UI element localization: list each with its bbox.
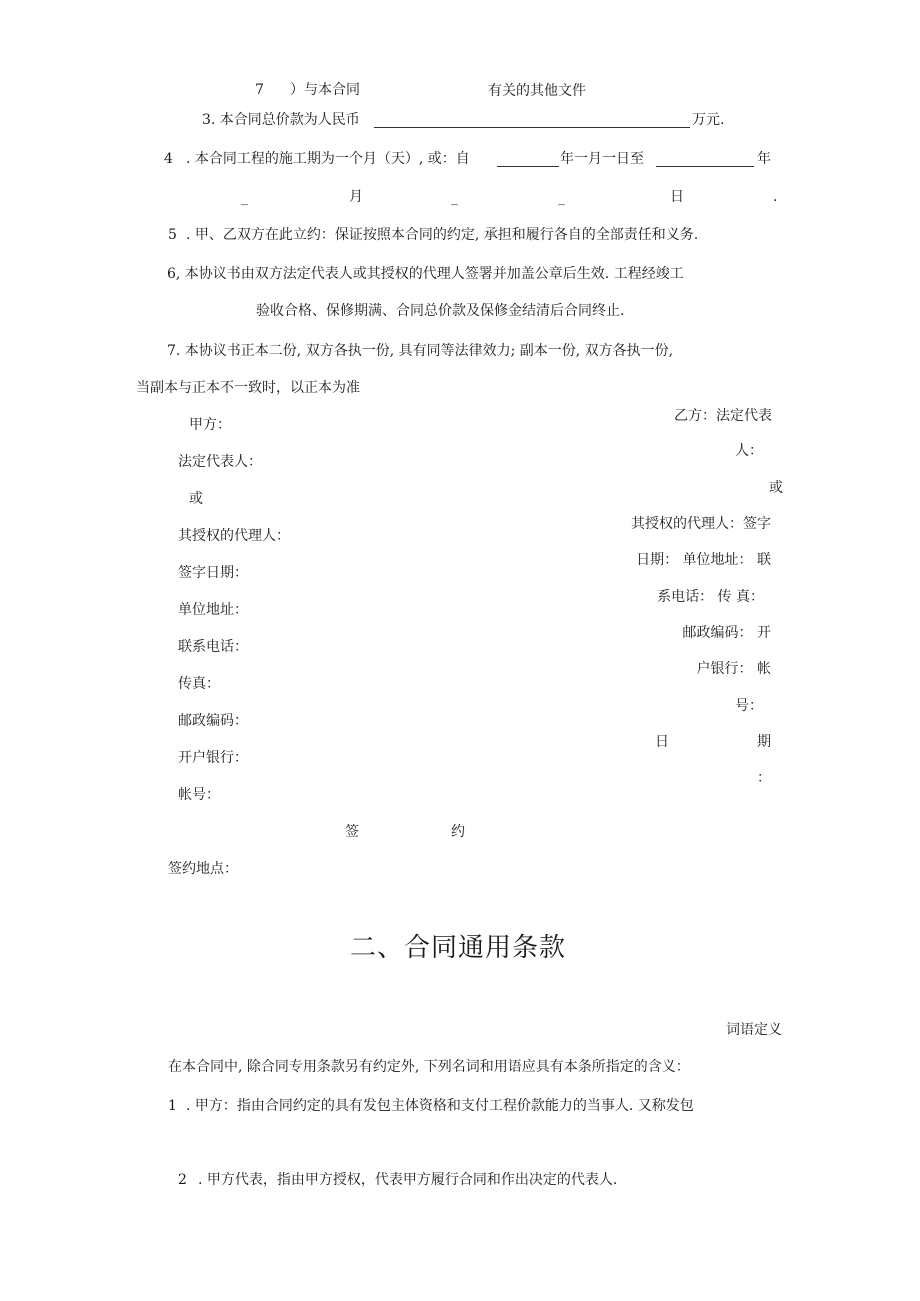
party-a-phone: 联系电话： (178, 639, 248, 655)
item5-text: . 甲、乙双方在此立约：保证按照本合同的约定, 承担和履行各自的全部责任和义务. (186, 227, 699, 243)
date-underscore: _ (558, 190, 565, 206)
party-a-legal-rep: 法定代表人： (178, 454, 262, 470)
item7b-line1: 7. 本协议书正本二份, 双方各执一份, 具有同等法律效力; 副本一份, 双方各执一份, (167, 343, 674, 359)
def2-number: 2 (178, 1172, 187, 1188)
date-underscore: _ (241, 190, 248, 206)
party-b-or: 或 (769, 480, 783, 496)
party-a-or: 或 (189, 491, 203, 507)
def1-number: 1 (168, 1098, 177, 1114)
item4-text: . 本合同工程的施工期为一个月（天）, 或：自 (186, 151, 470, 167)
party-b-line: 系电话： 传 真： (657, 589, 764, 605)
definitions-intro: 在本合同中, 除合同专用条款另有约定外, 下列名词和用语应具有本条所指定的含义： (168, 1059, 690, 1075)
party-b-line: 人： (735, 443, 763, 459)
signing-place: 签约地点： (168, 861, 238, 877)
date-day: 日 (670, 189, 684, 205)
date-month: 月 (349, 189, 363, 205)
item6-line2: 验收合格、保修期满、合同总价款及保修金结清后合同终止. (256, 303, 625, 319)
date-underscore: _ (451, 190, 458, 206)
party-b-line: 邮政编码： 开 (682, 625, 771, 641)
def2-text: . 甲方代表，指由甲方授权，代表甲方履行合同和作出决定的代表人. (198, 1172, 618, 1188)
party-b-line: 户银行： 帐 (696, 661, 771, 677)
party-b-date-char: 期 (757, 734, 771, 750)
party-b-date-char: 日 (655, 734, 669, 750)
item7b-line2: 当副本与正本不一致时，以正本为准 (136, 380, 360, 396)
party-b-colon: ： (757, 770, 771, 786)
item3-text: 3. 本合同总价款为人民币 (202, 112, 360, 128)
item3-unit: 万元. (692, 112, 725, 128)
def1-text: . 甲方：指由合同约定的具有发包主体资格和支付工程价款能力的当事人. 又称发包 (186, 1098, 694, 1114)
item7-tail: 有关的其他文件 (488, 83, 586, 99)
start-year-blank (497, 152, 559, 167)
signing-char: 签 (345, 824, 359, 840)
item4-number: 4 (164, 151, 173, 167)
item7-number: 7 (255, 82, 264, 98)
party-a-agent: 其授权的代理人： (178, 528, 290, 544)
item4-mid: 年一月一日至 (560, 151, 644, 167)
party-a-title: 甲方： (189, 417, 231, 433)
party-b-line: 乙方：法定代表 (674, 408, 772, 424)
party-b-line: 其授权的代理人：签字 (631, 516, 771, 532)
party-a-address: 单位地址： (178, 602, 248, 618)
party-a-fax: 传真： (178, 676, 220, 692)
party-a-postal: 邮政编码： (178, 713, 248, 729)
item5-number: 5 (168, 227, 177, 243)
item7-text: ）与本合同 (290, 82, 360, 98)
party-b-line: 日期： 单位地址： 联 (636, 552, 771, 568)
price-blank (374, 113, 690, 128)
date-period: . (773, 189, 778, 205)
signing-char: 约 (451, 824, 465, 840)
item6-line1: 6, 本协议书由双方法定代表人或其授权的代理人签署并加盖公章后生效. 工程经竣工 (167, 266, 684, 282)
section-title: 二、合同通用条款 (350, 933, 567, 963)
end-year-blank (656, 152, 754, 167)
item4-year: 年 (757, 151, 771, 167)
party-a-sign-date: 签字日期： (178, 565, 248, 581)
party-a-account: 帐号： (178, 787, 220, 803)
definitions-label: 词语定义 (726, 1022, 782, 1038)
party-a-bank: 开户银行： (178, 750, 248, 766)
party-b-line: 号： (735, 698, 763, 714)
